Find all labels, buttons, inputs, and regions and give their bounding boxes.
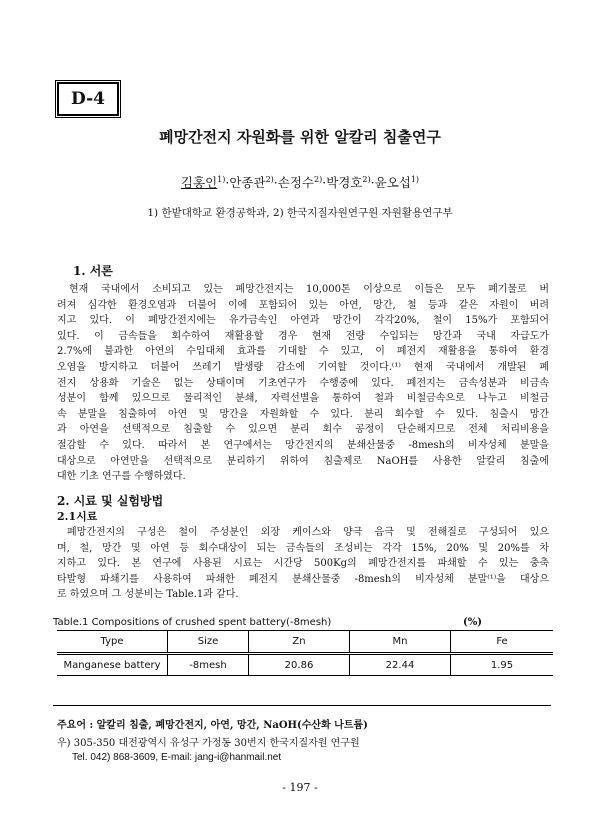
contact-info: Tel. 042) 868-3609, E-mail: jang-i@hanmail.net <box>72 752 282 763</box>
text-line: 지고 있다. 이 폐망간전지에는 유가금속인 아연과 망간이 각각20%, 철이 15%가 포함되어 <box>57 315 549 327</box>
text-line: 현재 국내에서 소비되고 있는 폐망간전지는 10,000톤 이상으로 이들은 모두 폐기물로 버 <box>69 284 549 295</box>
subsection-heading-sample: 2.1시료 <box>57 510 98 523</box>
section-badge: D-4 <box>57 82 119 116</box>
address: 우) 305-350 대전광역시 유성구 가정동 30번지 한국지질자원 연구원 <box>57 738 360 749</box>
table-unit: (%) <box>463 617 482 628</box>
text-line: 대한 기초 연구를 수행하였다. <box>57 471 186 483</box>
text-line: 성분이 함께 있으므로 물리적인 분쇄, 자력선별을 통하여 철과 비철금속으로 나누고 비철금 <box>57 393 549 405</box>
author-affil-mark: 2) <box>362 174 371 184</box>
author-name: ·안종관 <box>225 175 266 190</box>
text-line: 속 분말을 침출하여 아연 및 망간을 자원화할 수 있다. 분리 회수할 수 있다. 침출시 망간 <box>57 408 549 420</box>
text-line: 려져 심각한 환경오염과 더불어 이에 포함되어 있는 아연, 망간, 철 등과 같은 자원이 버려 <box>57 299 549 311</box>
author-name: ·손정수 <box>273 175 314 190</box>
column-header: Size <box>168 631 249 654</box>
footnote-divider <box>53 705 551 706</box>
composition-table <box>57 630 553 676</box>
text-line: 며, 철, 망간 및 아연 등 회수대상이 되는 금속들의 조성비는 각각 15%, 20% 및 20%를 차 <box>57 542 549 554</box>
sample-paragraph <box>57 525 549 603</box>
text-line: 2.7%에 불과한 아연의 수입대체 효과를 기대할 수 있고, 이 폐전지 재활용을 통하여 환경 <box>57 346 549 358</box>
text-line: 있다. 이 금속들을 회수하여 재활용할 경우 현재 전량 수입되는 망간과 국내 자급도가 <box>57 330 549 342</box>
column-header: Zn <box>249 631 350 654</box>
text-line: 절감할 수 있다. 따라서 본 연구에서는 망간전지의 분쇄산물중 -8mesh의 비자성체 분말을 <box>57 439 549 451</box>
text-line: 오염을 방지하고 더불어 쓰레기 발생량 감소에 기여할 것이다.⁽¹⁾ 현재 국내에서 개발된 폐 <box>57 361 549 373</box>
column-header: Fe <box>451 631 554 654</box>
affiliations: 1) 한밭대학교 환경공학과, 2) 한국지질자원연구원 자원활용연구부 <box>147 207 453 219</box>
section-heading-intro: 1. 서론 <box>73 264 113 278</box>
text-line: 대상으로 아연만을 선택적으로 분리하기 위하여 침출제로 NaOH를 사용한 알칼리 침출에 <box>57 455 549 467</box>
author-affil-mark: 2) <box>265 174 274 184</box>
text-line: 지하고 있다. 본 연구에 사용된 시료는 시간당 500Kg의 폐망간전지를 파쇄할 수 있는 충축 <box>57 558 549 570</box>
table-cell: 22.44 <box>350 654 451 676</box>
keywords: 주요어 : 알칼리 침출, 폐망간전지, 아연, 망간, NaOH(수산화 나트륨) <box>57 720 368 731</box>
table-header-row <box>57 631 553 654</box>
text-line: 로 하였으며 그 성분비는 Table.1과 같다. <box>57 589 239 601</box>
paper-title: 폐망간전지 자원화를 위한 알칼리 침출연구 <box>159 128 441 146</box>
table-cell: Manganese battery <box>63 659 161 671</box>
table-cell: 20.86 <box>249 654 350 676</box>
author-list <box>0 173 600 191</box>
text-line: 타발형 파쇄기를 사용하여 파쇄한 폐전지 분쇄산물중 -8mesh의 비자성체 분말⁽¹⁾을 대상으 <box>57 573 549 585</box>
text-line: 과 아연을 선택적으로 침출할 수 있으면 분리 회수 공정이 단순해지므로 전체 처리비용을 <box>57 424 549 436</box>
table-row <box>57 654 553 676</box>
column-header: Type <box>57 631 168 654</box>
author-name: ·윤오섭 <box>370 175 411 190</box>
author-affil-mark: 1) <box>217 174 226 184</box>
column-header: Mn <box>350 631 451 654</box>
text-line: 전지 상용화 기술은 없는 상태이며 기초연구가 수행중에 있다. 폐전지는 금속성분과 비금속 <box>57 377 549 389</box>
section-heading-methods: 2. 시료 및 실험방법 <box>57 494 164 508</box>
intro-paragraph <box>57 282 549 485</box>
author-affil-mark: 1) <box>410 174 420 184</box>
table-caption: Table.1 Compositions of crushed spent battery(-8mesh) <box>53 617 332 628</box>
text-line: 폐망간전지의 구성은 철이 주성분인 외장 케이스와 양극 음극 및 전해질로 구성되어 있으 <box>67 527 549 538</box>
table-cell: -8mesh <box>168 654 249 676</box>
page-number: - 197 - <box>282 781 318 794</box>
author-affil-mark: 2) <box>314 174 323 184</box>
author-name: 김홍인 <box>180 175 218 190</box>
author-name: ·박경호 <box>322 175 363 190</box>
table-cell: 1.95 <box>451 654 554 676</box>
